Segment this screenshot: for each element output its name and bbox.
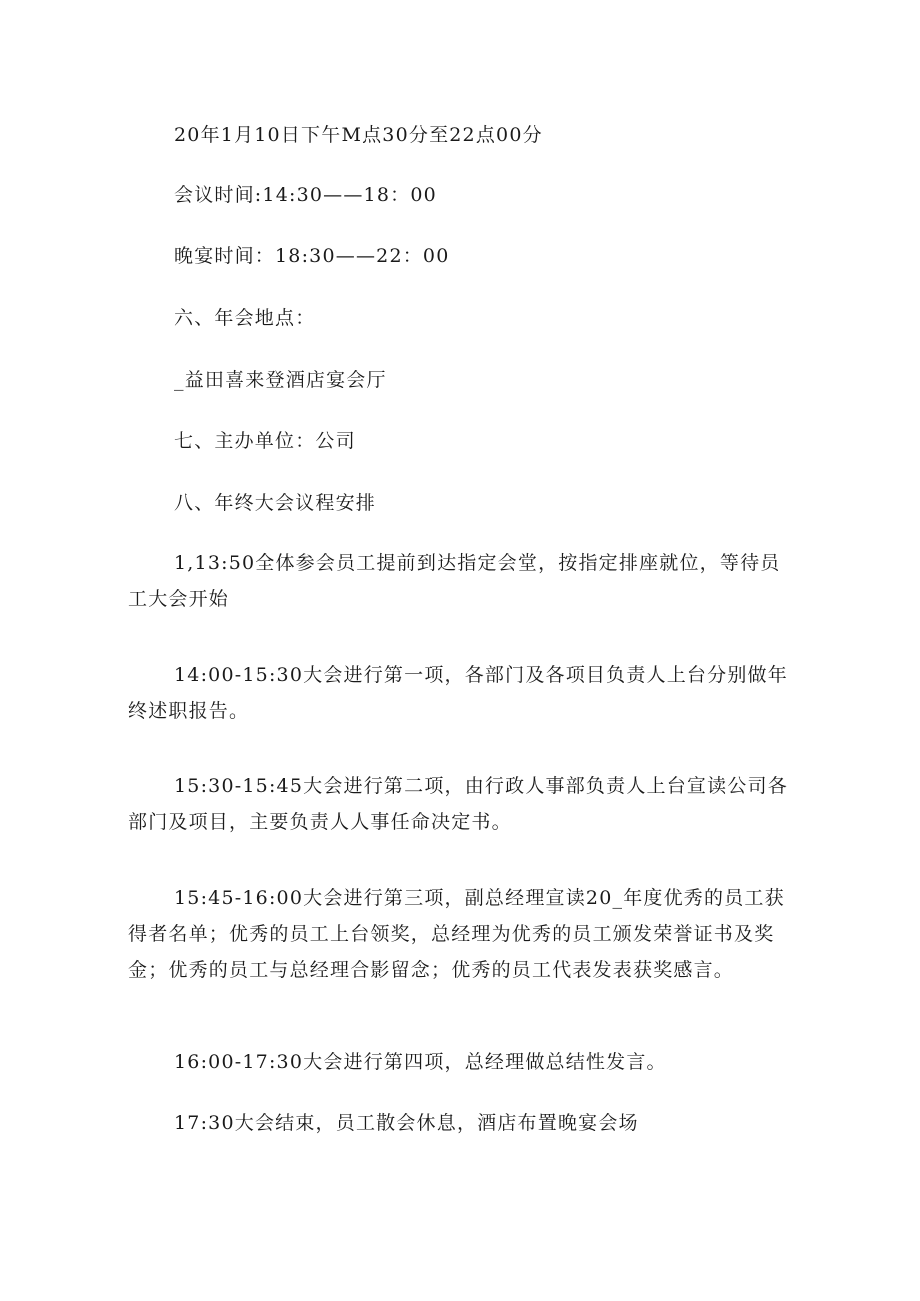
paragraph-date: 20年1月10日下午M点30分至22点00分 — [174, 124, 543, 146]
agenda-item-1: 1,13:50全体参会员工提前到达指定会堂，按指定排座就位，等待员工大会开始 — [128, 552, 781, 610]
agenda-item-6: 17:30大会结束，员工散会休息，酒店布置晚宴会场 — [174, 1112, 639, 1134]
agenda-item-3: 15:30-15:45大会进行第二项，由行政人事部负责人上台宣读公司各部门及项目，主要负责人人事任命决定书。 — [128, 775, 788, 833]
agenda-item-4: 15:45-16:00大会进行第三项，副总经理宣读20_年度优秀的员工获得者名单；优秀的员工上台领奖，总经理为优秀的员工颁发荣誉证书及奖金；优秀的员工与总经理合影留念；优秀的员工代表发表获奖感言。 — [128, 887, 785, 981]
paragraph-venue: _益田喜来登酒店宴会厅 — [174, 369, 387, 391]
heading-agenda: 八、年终大会议程安排 — [174, 492, 377, 514]
agenda-item-5: 16:00-17:30大会进行第四项，总经理做总结性发言。 — [174, 1051, 667, 1073]
heading-organizer: 七、主办单位：公司 — [174, 430, 356, 452]
paragraph-banquet-time: 晚宴时间：18:30——22：00 — [174, 245, 450, 267]
paragraph-meeting-time: 会议时间:14:30——18：00 — [174, 184, 437, 206]
heading-venue: 六、年会地点： — [174, 307, 316, 329]
agenda-item-2: 14:00-15:30大会进行第一项，各部门及各项目负责人上台分别做年终述职报告。 — [128, 664, 788, 722]
